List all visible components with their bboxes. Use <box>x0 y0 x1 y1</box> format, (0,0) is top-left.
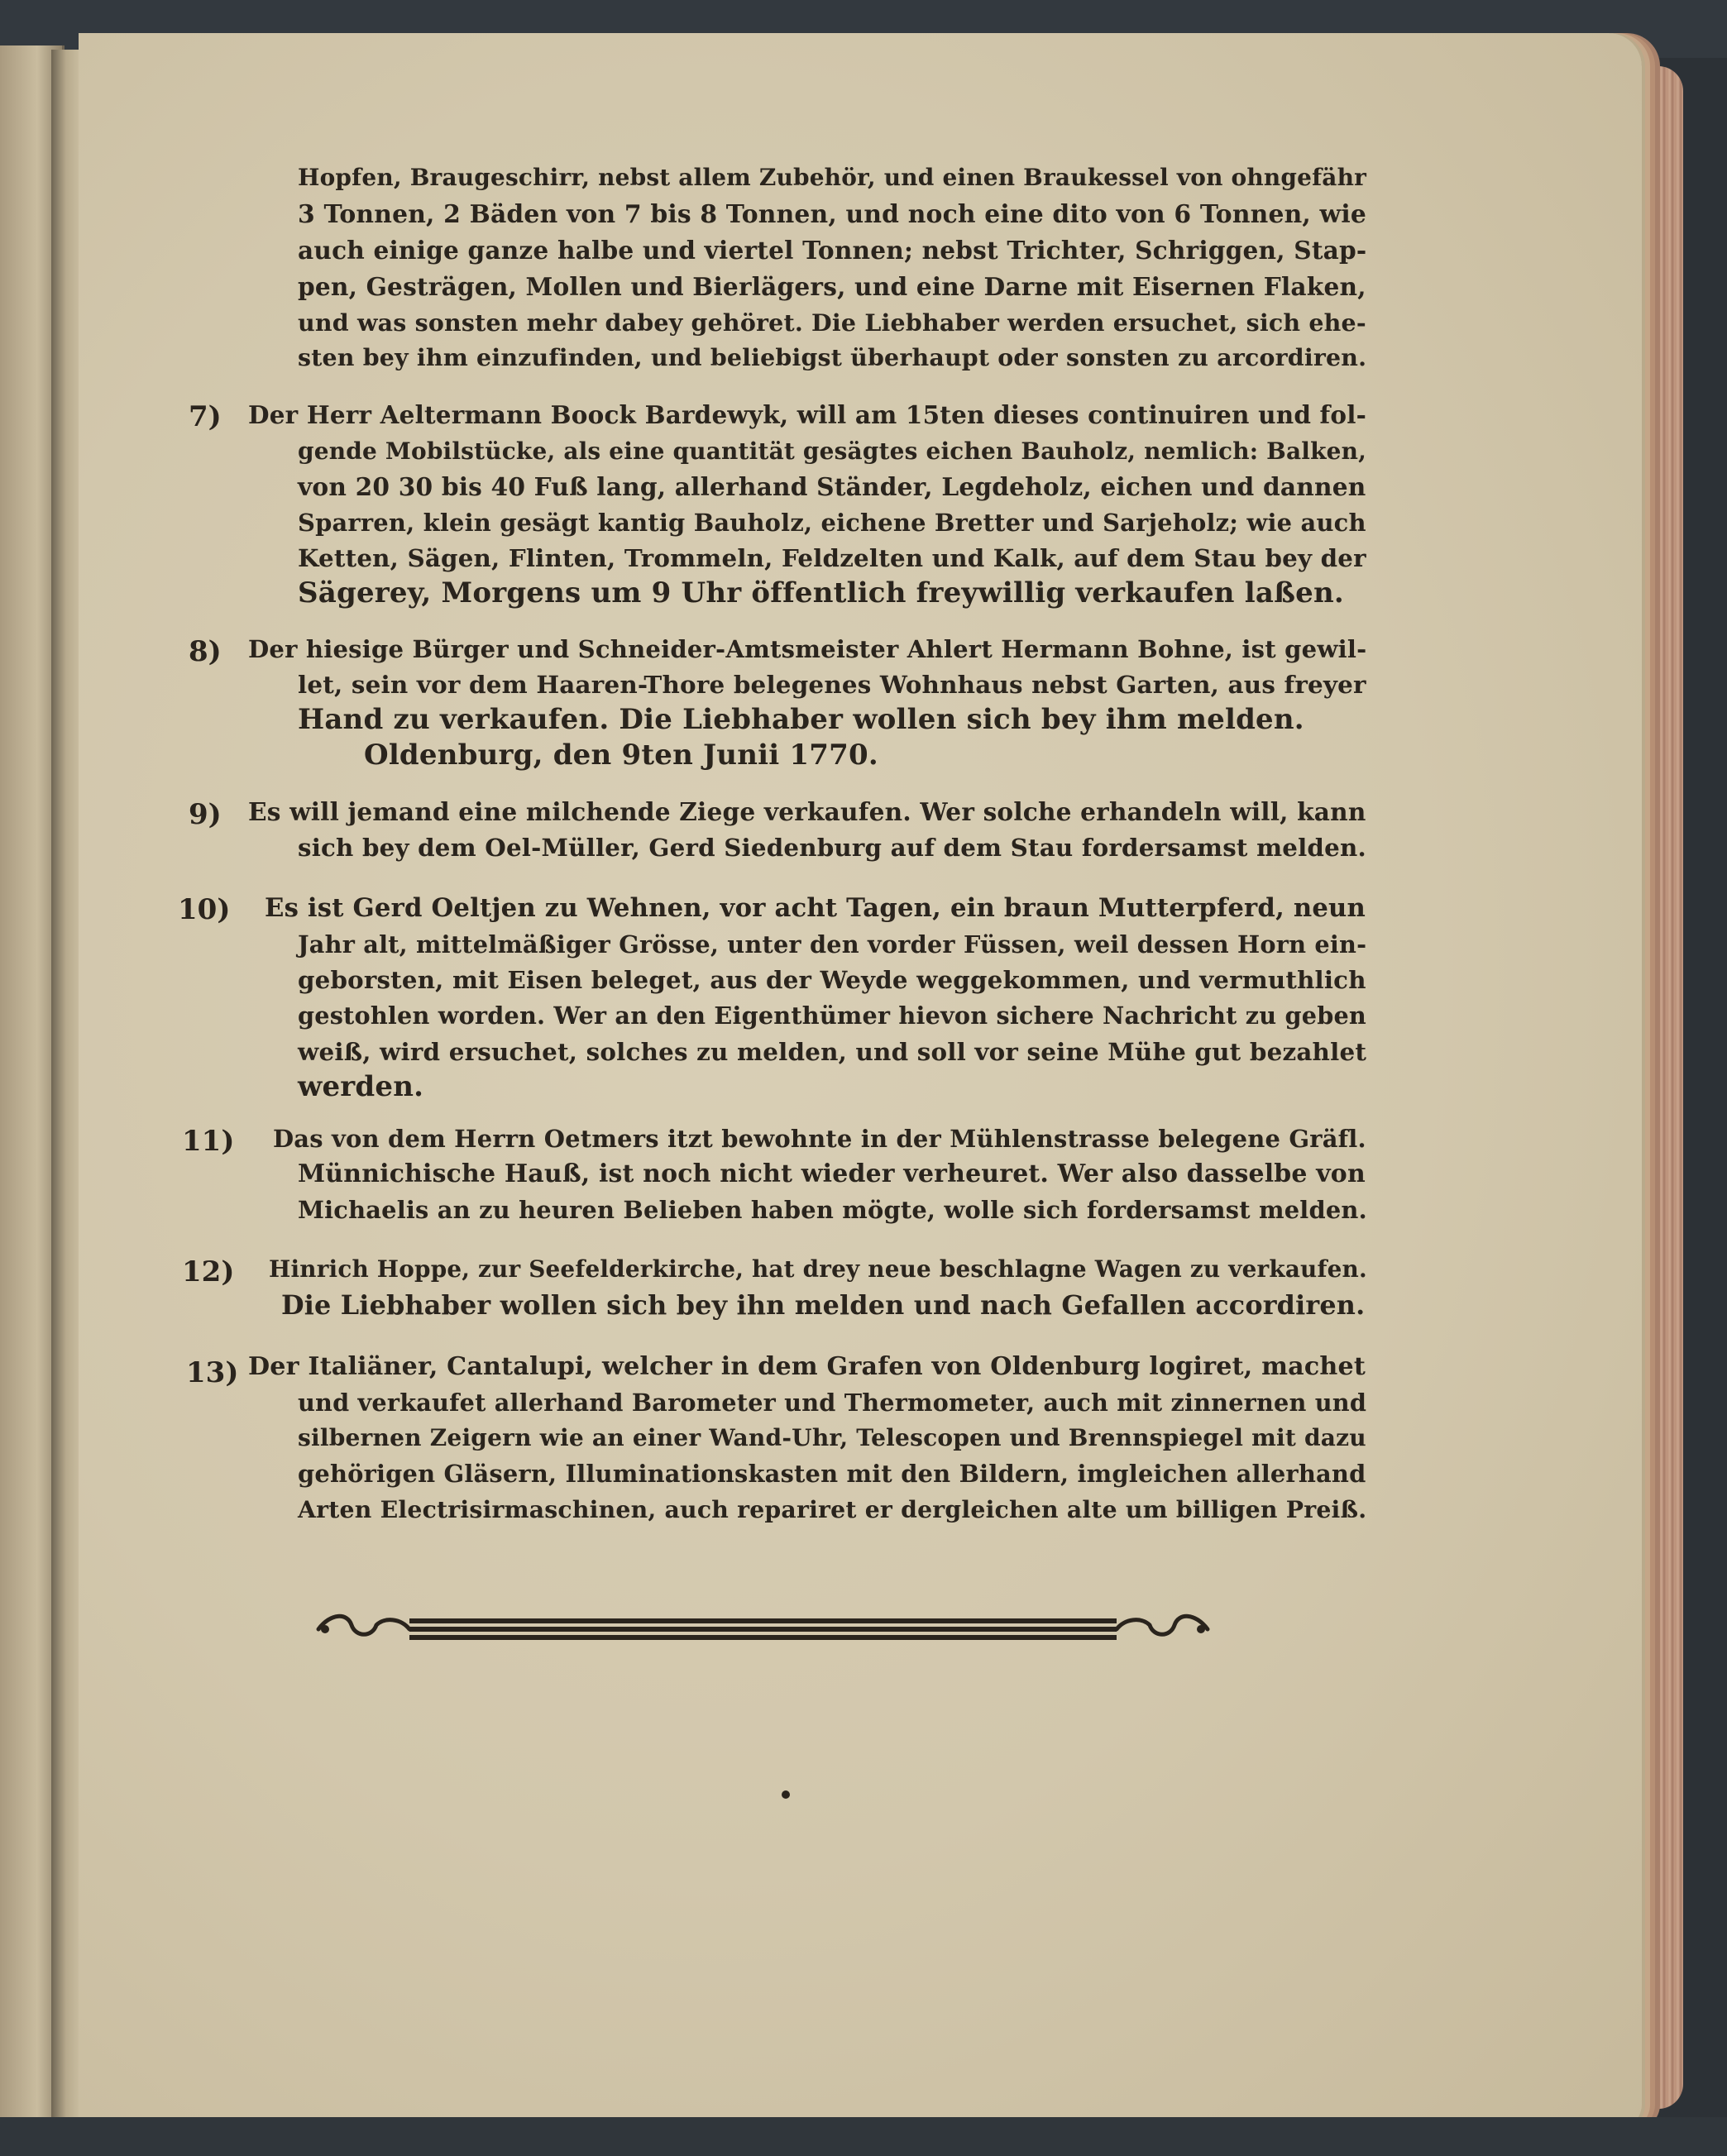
text-line: sten bey ihm einzufinden, und beliebigst überhaupt oder sonsten zu arcordiren. <box>298 343 1367 371</box>
entry-number: 9) <box>189 798 222 831</box>
text-line: von 20 30 bis 40 Fuß lang, allerhand Ständer, Legdeholz, eichen und dannen <box>298 472 1366 501</box>
text-line: Hand zu verkaufen. Die Liebhaber wollen sich bey ihm melden. <box>298 703 1304 736</box>
entry-number: 7) <box>189 400 222 433</box>
ornamental-rule-icon <box>310 1609 1216 1650</box>
text-line: gehörigen Gläsern, Illuminationskasten mit den Bildern, imgleichen allerhand <box>298 1460 1366 1488</box>
text-line: Jahr alt, mittelmäßiger Grösse, unter den vorder Füssen, weil dessen Horn ein- <box>298 930 1367 958</box>
text-line: Der Italiäner, Cantalupi, welcher in dem Grafen von Oldenburg logiret, machet <box>248 1352 1366 1381</box>
text-line: auch einige ganze halbe und viertel Tonnen; nebst Trichter, Schriggen, Stap- <box>298 236 1367 265</box>
text-line: Der hiesige Bürger und Schneider-Amtsmeister Ahlert Hermann Bohne, ist gewil- <box>248 635 1367 663</box>
text-line: gestohlen worden. Wer an den Eigenthümer hievon sichere Nachricht zu geben <box>298 1002 1366 1030</box>
entry-number: 8) <box>189 635 222 668</box>
text-line: Der Herr Aeltermann Boock Bardewyk, will am 15ten dieses continuiren und fol- <box>248 400 1367 429</box>
text-line: let, sein vor dem Haaren-Thore belegenes Wohnhaus nebst Garten, aus freyer <box>298 670 1366 699</box>
text-line: 3 Tonnen, 2 Bäden von 7 bis 8 Tonnen, und noch eine dito von 6 Tonnen, wie <box>298 200 1366 229</box>
text-line: Die Liebhaber wollen sich bey ihn melden und nach Gefallen accordiren. <box>281 1289 1366 1321</box>
text-line: Sparren, klein gesägt kantig Bauholz, eichene Bretter und Sarjeholz; wie auch <box>298 509 1366 537</box>
text-line: Es ist Gerd Oeltjen zu Wehnen, vor acht Tagen, ein braun Mutterpferd, neun <box>265 893 1366 923</box>
text-line: sich bey dem Oel-Müller, Gerd Siedenburg auf dem Stau fordersamst melden. <box>298 833 1366 862</box>
ink-dot <box>782 1790 790 1799</box>
text-line: pen, Gesträgen, Mollen und Bierlägers, und eine Darne mit Eisernen Flaken, <box>298 272 1366 301</box>
text-line: Sägerey, Morgens um 9 Uhr öffentlich freywillig verkaufen laßen. <box>298 576 1344 610</box>
text-line: gende Mobilstücke, als eine quantität gesägtes eichen Bauholz, nemlich: Balken, <box>298 437 1367 465</box>
text-line: Münnichische Hauß, ist noch nicht wieder verheuret. Wer also dasselbe von <box>298 1159 1366 1188</box>
text-line: und verkaufet allerhand Barometer und Thermometer, auch mit zinnernen und <box>298 1389 1367 1417</box>
text-line: silbernen Zeigern wie an einer Wand-Uhr, Telescopen und Brennspiegel mit dazu <box>298 1424 1366 1451</box>
text-line: Ketten, Sägen, Flinten, Trommeln, Feldzelten und Kalk, auf dem Stau bey der <box>298 543 1366 572</box>
text-line: Michaelis an zu heuren Belieben haben mögte, wolle sich fordersamst melden. <box>298 1196 1367 1224</box>
text-line: weiß, wird ersuchet, solches zu melden, und soll vor seine Mühe gut bezahlet <box>298 1037 1367 1066</box>
text-line: Es will jemand eine milchende Ziege verkaufen. Wer solche erhandeln will, kann <box>248 797 1366 826</box>
entry-number: 13) <box>186 1356 239 1389</box>
text-line: Hopfen, Braugeschirr, nebst allem Zubehör, und einen Braukessel von ohngefähr <box>298 164 1367 191</box>
text-line: und was sonsten mehr dabey gehöret. Die Liebhaber werden ersuchet, sich ehe- <box>298 308 1366 337</box>
text-line: geborsten, mit Eisen beleget, aus der Weyde weggekommen, und vermuthlich <box>298 966 1366 994</box>
text-line: Hinrich Hoppe, zur Seefelderkirche, hat drey neue beschlagne Wagen zu verkaufen. <box>269 1255 1367 1283</box>
text-line: werden. <box>298 1070 424 1103</box>
entry-number: 11) <box>182 1125 235 1158</box>
dateline: Oldenburg, den 9ten Junii 1770. <box>364 739 878 772</box>
entry-number: 12) <box>182 1255 235 1288</box>
text-line: Arten Electrisirmaschinen, auch repariret er dergleichen alte um billigen Preiß. <box>298 1495 1367 1523</box>
text-line: Das von dem Herrn Oetmers itzt bewohnte in der Mühlenstrasse belegene Gräfl. <box>273 1125 1366 1153</box>
entry-number: 10) <box>178 893 231 926</box>
